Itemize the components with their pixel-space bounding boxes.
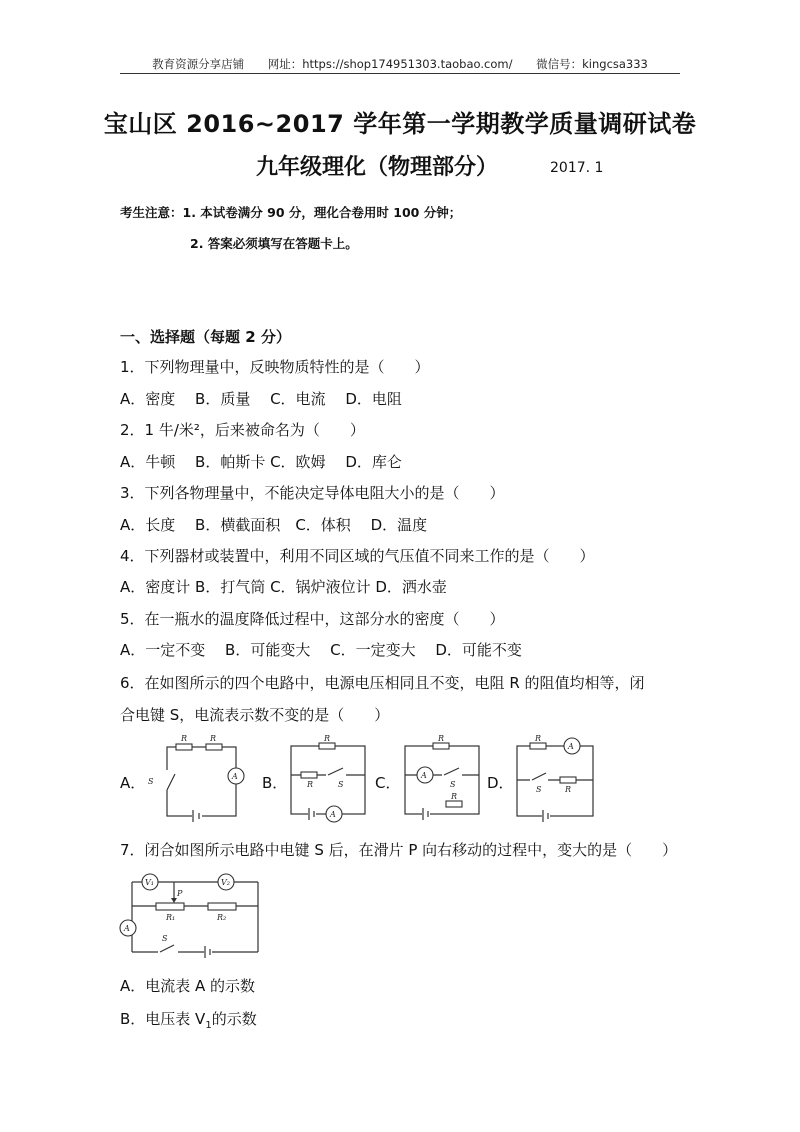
voltmeter-v2-label: V₂	[221, 878, 230, 887]
resistor-label: R	[438, 734, 445, 743]
switch-label: S	[450, 780, 456, 789]
question-3-options: A．长度 B．横截面积 C．体积 D．温度	[120, 516, 428, 534]
circuit-diagram-d	[512, 734, 602, 826]
resistor-label: R	[565, 785, 572, 794]
resistor-label: R	[307, 780, 314, 789]
header-divider	[120, 73, 680, 74]
exam-title: 宝山区 2016~2017 学年第一学期教学质量调研试卷	[103, 110, 697, 138]
resistor-r1-label: R₁	[166, 913, 176, 922]
resistor-r2-label: R₂	[217, 913, 227, 922]
question-6-line-2: 合电键 S，电流表示数不变的是（ ）	[120, 706, 390, 724]
circuit-diagram-c	[400, 734, 484, 828]
question-1: 1．下列物理量中，反映物质特性的是（ ）	[120, 358, 430, 376]
resistor-label: R	[181, 734, 188, 743]
question-1-options: A．密度 B．质量 C．电流 D．电阻	[120, 390, 402, 408]
q6-option-a-label: A．	[120, 774, 146, 792]
circuit-diagram-b	[286, 734, 370, 828]
switch-label: S	[162, 934, 168, 943]
question-7: 7．闭合如图所示电路中电键 S 后，在滑片 P 向右移动的过程中，变大的是（ ）	[120, 841, 678, 859]
question-5-options: A．一定不变 B．可能变大 C．一定变大 D．可能不变	[120, 641, 522, 659]
resistor-label: R	[210, 734, 217, 743]
option-b-suffix: 的示数	[211, 1010, 257, 1028]
exam-date: 2017. 1	[550, 160, 604, 176]
wechat-id: 微信号：kingcsa333	[536, 57, 648, 71]
question-4-options: A．密度计 B．打气筒 C．锅炉液位计 D．洒水壶	[120, 578, 447, 596]
circuit-diagram-a	[150, 734, 246, 824]
ammeter-label: A	[232, 772, 238, 781]
circuit-diagram-q7	[118, 870, 268, 960]
notice-line-2: 2. 答案必须填写在答题卡上。	[190, 236, 358, 251]
shop-url[interactable]: 网址：https://shop174951303.taobao.com/	[267, 57, 513, 71]
voltmeter-v1-label: V₁	[145, 878, 154, 887]
switch-label: S	[148, 777, 154, 786]
ammeter-label: A	[330, 810, 336, 819]
question-7-option-a: A．电流表 A 的示数	[120, 977, 256, 995]
question-4: 4．下列器材或装置中，利用不同区域的气压值不同来工作的是（ ）	[120, 547, 595, 565]
question-5: 5．在一瓶水的温度降低过程中，这部分水的密度（ ）	[120, 610, 505, 628]
switch-label: S	[338, 780, 344, 789]
option-b-subscript: 1	[205, 1020, 212, 1031]
question-2: 2．1 牛/米²，后来被命名为（ ）	[120, 421, 365, 439]
q6-option-b-label: B．	[262, 774, 288, 792]
question-7-option-b	[120, 1008, 257, 1031]
ammeter-label: A	[124, 924, 130, 933]
page-header	[0, 56, 800, 72]
resistor-label: R	[535, 734, 542, 743]
switch-label: S	[536, 785, 542, 794]
q6-option-c-label: C．	[375, 774, 401, 792]
notice-line-1: 考生注意：1. 本试卷满分 90 分，理化合卷用时 100 分钟；	[120, 205, 462, 220]
question-6-line-1: 6．在如图所示的四个电路中，电源电压相同且不变，电阻 R 的阻值均相等，闭	[120, 674, 645, 692]
exam-subtitle: 九年级理化（物理部分）	[256, 155, 499, 180]
option-b-text: B．电压表 V	[120, 1010, 206, 1028]
section-heading: 一、选择题（每题 2 分）	[120, 328, 291, 346]
ammeter-label: A	[421, 771, 427, 780]
resistor-label: R	[451, 792, 458, 801]
resistor-label: R	[324, 734, 331, 743]
shop-name: 教育资源分享店铺	[152, 57, 245, 71]
question-2-options: A．牛顿 B．帕斯卡 C．欧姆 D．库仑	[120, 453, 402, 471]
question-3: 3．下列各物理量中，不能决定导体电阻大小的是（ ）	[120, 484, 505, 502]
ammeter-label: A	[568, 742, 574, 751]
q6-option-d-label: D．	[487, 774, 514, 792]
slider-p-label: P	[177, 889, 183, 898]
